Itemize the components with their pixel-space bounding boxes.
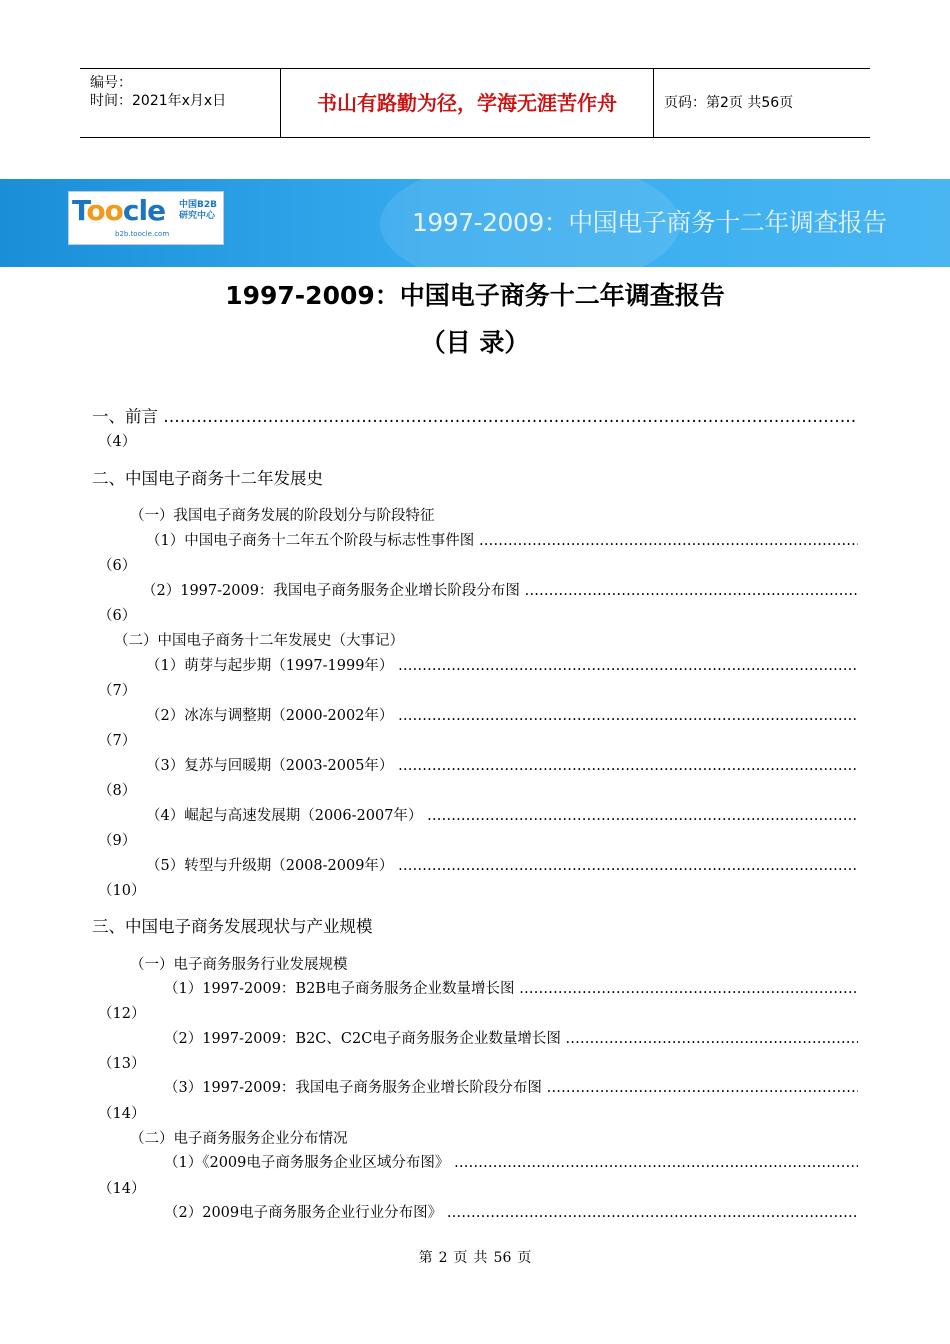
footer-word: 共	[473, 1250, 488, 1266]
document-subtitle: （目 录）	[420, 328, 530, 357]
page-header	[80, 68, 870, 138]
footer-total-pages: 56	[493, 1250, 512, 1266]
footer-page-number: 2	[438, 1250, 448, 1266]
report-banner	[0, 179, 950, 267]
toc-subsection[interactable]: （二）电子商务服务企业分布情况	[130, 1131, 348, 1147]
time-label: 时间：2021年x月x日	[90, 93, 227, 109]
header-page-info: 页码：第2页 共56页	[664, 95, 794, 111]
number-label: 编号：	[90, 75, 132, 91]
footer-word: 第	[418, 1250, 433, 1266]
footer-word: 页	[517, 1250, 532, 1266]
toc-entry[interactable]: （1）1997-2009：B2B电子商务服务企业数量增长图 …………………………………………………………………………………………………………………………………………………………………………………………………………	[164, 979, 858, 999]
toc-page-number: （10）	[98, 883, 146, 899]
toc-page-number: （12）	[98, 1006, 146, 1022]
toc-entry[interactable]: （1）萌芽与起步期（1997-1999年） …………………………………………………………………………………………………………………………………………………………………………………………………………	[146, 656, 858, 676]
toc-section-heading[interactable]: 二、中国电子商务十二年发展史	[92, 469, 323, 488]
toc-entry[interactable]: （4）崛起与高速发展期（2006-2007年） …………………………………………………………………………………………………………………………………………………………………………………………………………	[146, 806, 858, 826]
header-page-info-cell	[654, 69, 870, 137]
toc-page-number: （14）	[98, 1106, 146, 1122]
toc-entry[interactable]: （3）复苏与回暖期（2003-2005年） …………………………………………………………………………………………………………………………………………………………………………………………………………	[146, 756, 858, 776]
toc-entry[interactable]: （2）冰冻与调整期（2000-2002年） …………………………………………………………………………………………………………………………………………………………………………………………………………	[146, 706, 858, 726]
toc-entry[interactable]: （5）转型与升级期（2008-2009年） …………………………………………………………………………………………………………………………………………………………………………………………………………	[146, 856, 858, 876]
toc-page-number: （13）	[98, 1056, 146, 1072]
toc-entry[interactable]: （2）2009电子商务服务企业行业分布图》 …………………………………………………………………………………………………………………………………………………………………………………………………………	[164, 1203, 858, 1223]
toocle-logo	[68, 191, 224, 245]
toc-entry[interactable]: （3）1997-2009：我国电子商务服务企业增长阶段分布图 …………………………………………………………………………………………………………………………………………………………………………………………………………	[164, 1078, 858, 1098]
header-meta-cell	[80, 69, 281, 137]
logo-url: b2b.toocle.com	[115, 230, 170, 238]
toc-entry[interactable]: （2）1997-2009：B2C、C2C电子商务服务企业数量增长图 …………………………………………………………………………………………………………………………………………………………………………………………………………	[164, 1029, 858, 1049]
toc-page-number: （6）	[98, 608, 137, 624]
footer-word: 页	[453, 1250, 468, 1266]
logo-wordmark: Toocle	[72, 194, 166, 227]
header-motto: 书山有路勤为径，学海无涯苦作舟	[281, 69, 654, 137]
toc-page-number: （8）	[98, 783, 137, 799]
toc-page-number: （4）	[98, 434, 137, 450]
toc-page-number: （9）	[98, 833, 137, 849]
toc-page-number: （7）	[98, 733, 137, 749]
toc-entry[interactable]: （1）中国电子商务十二年五个阶段与标志性事件图 …………………………………………………………………………………………………………………………………………………………………………………………………………	[146, 531, 858, 551]
banner-title: 1997-2009：中国电子商务十二年调查报告	[412, 208, 887, 237]
document-title: 1997-2009：中国电子商务十二年调查报告	[225, 281, 725, 310]
logo-cn-text: 中国B2B 研究中心	[179, 200, 217, 221]
toc-entry[interactable]: （2）1997-2009：我国电子商务服务企业增长阶段分布图 …………………………………………………………………………………………………………………………………………………………………………………………………………	[142, 581, 858, 601]
toc-entry[interactable]: 一、前言 …………………………………………………………………………………………………………………………………………………………………………………………………………	[92, 407, 858, 427]
page-footer	[0, 1247, 950, 1267]
toc-entry[interactable]: （1）《2009电子商务服务企业区域分布图》 …………………………………………………………………………………………………………………………………………………………………………………………………………	[164, 1153, 858, 1173]
toc-section-heading[interactable]: 三、中国电子商务发展现状与产业规模	[92, 917, 373, 936]
toc-page-number: （7）	[98, 683, 137, 699]
toc-subsection[interactable]: （二）中国电子商务十二年发展史（大事记）	[114, 633, 404, 649]
toc-subsection[interactable]: （一）我国电子商务发展的阶段划分与阶段特征	[130, 508, 435, 524]
toc-page-number: （14）	[98, 1181, 146, 1197]
toc-page-number: （6）	[98, 558, 137, 574]
toc-subsection[interactable]: （一）电子商务服务行业发展规模	[130, 957, 348, 973]
